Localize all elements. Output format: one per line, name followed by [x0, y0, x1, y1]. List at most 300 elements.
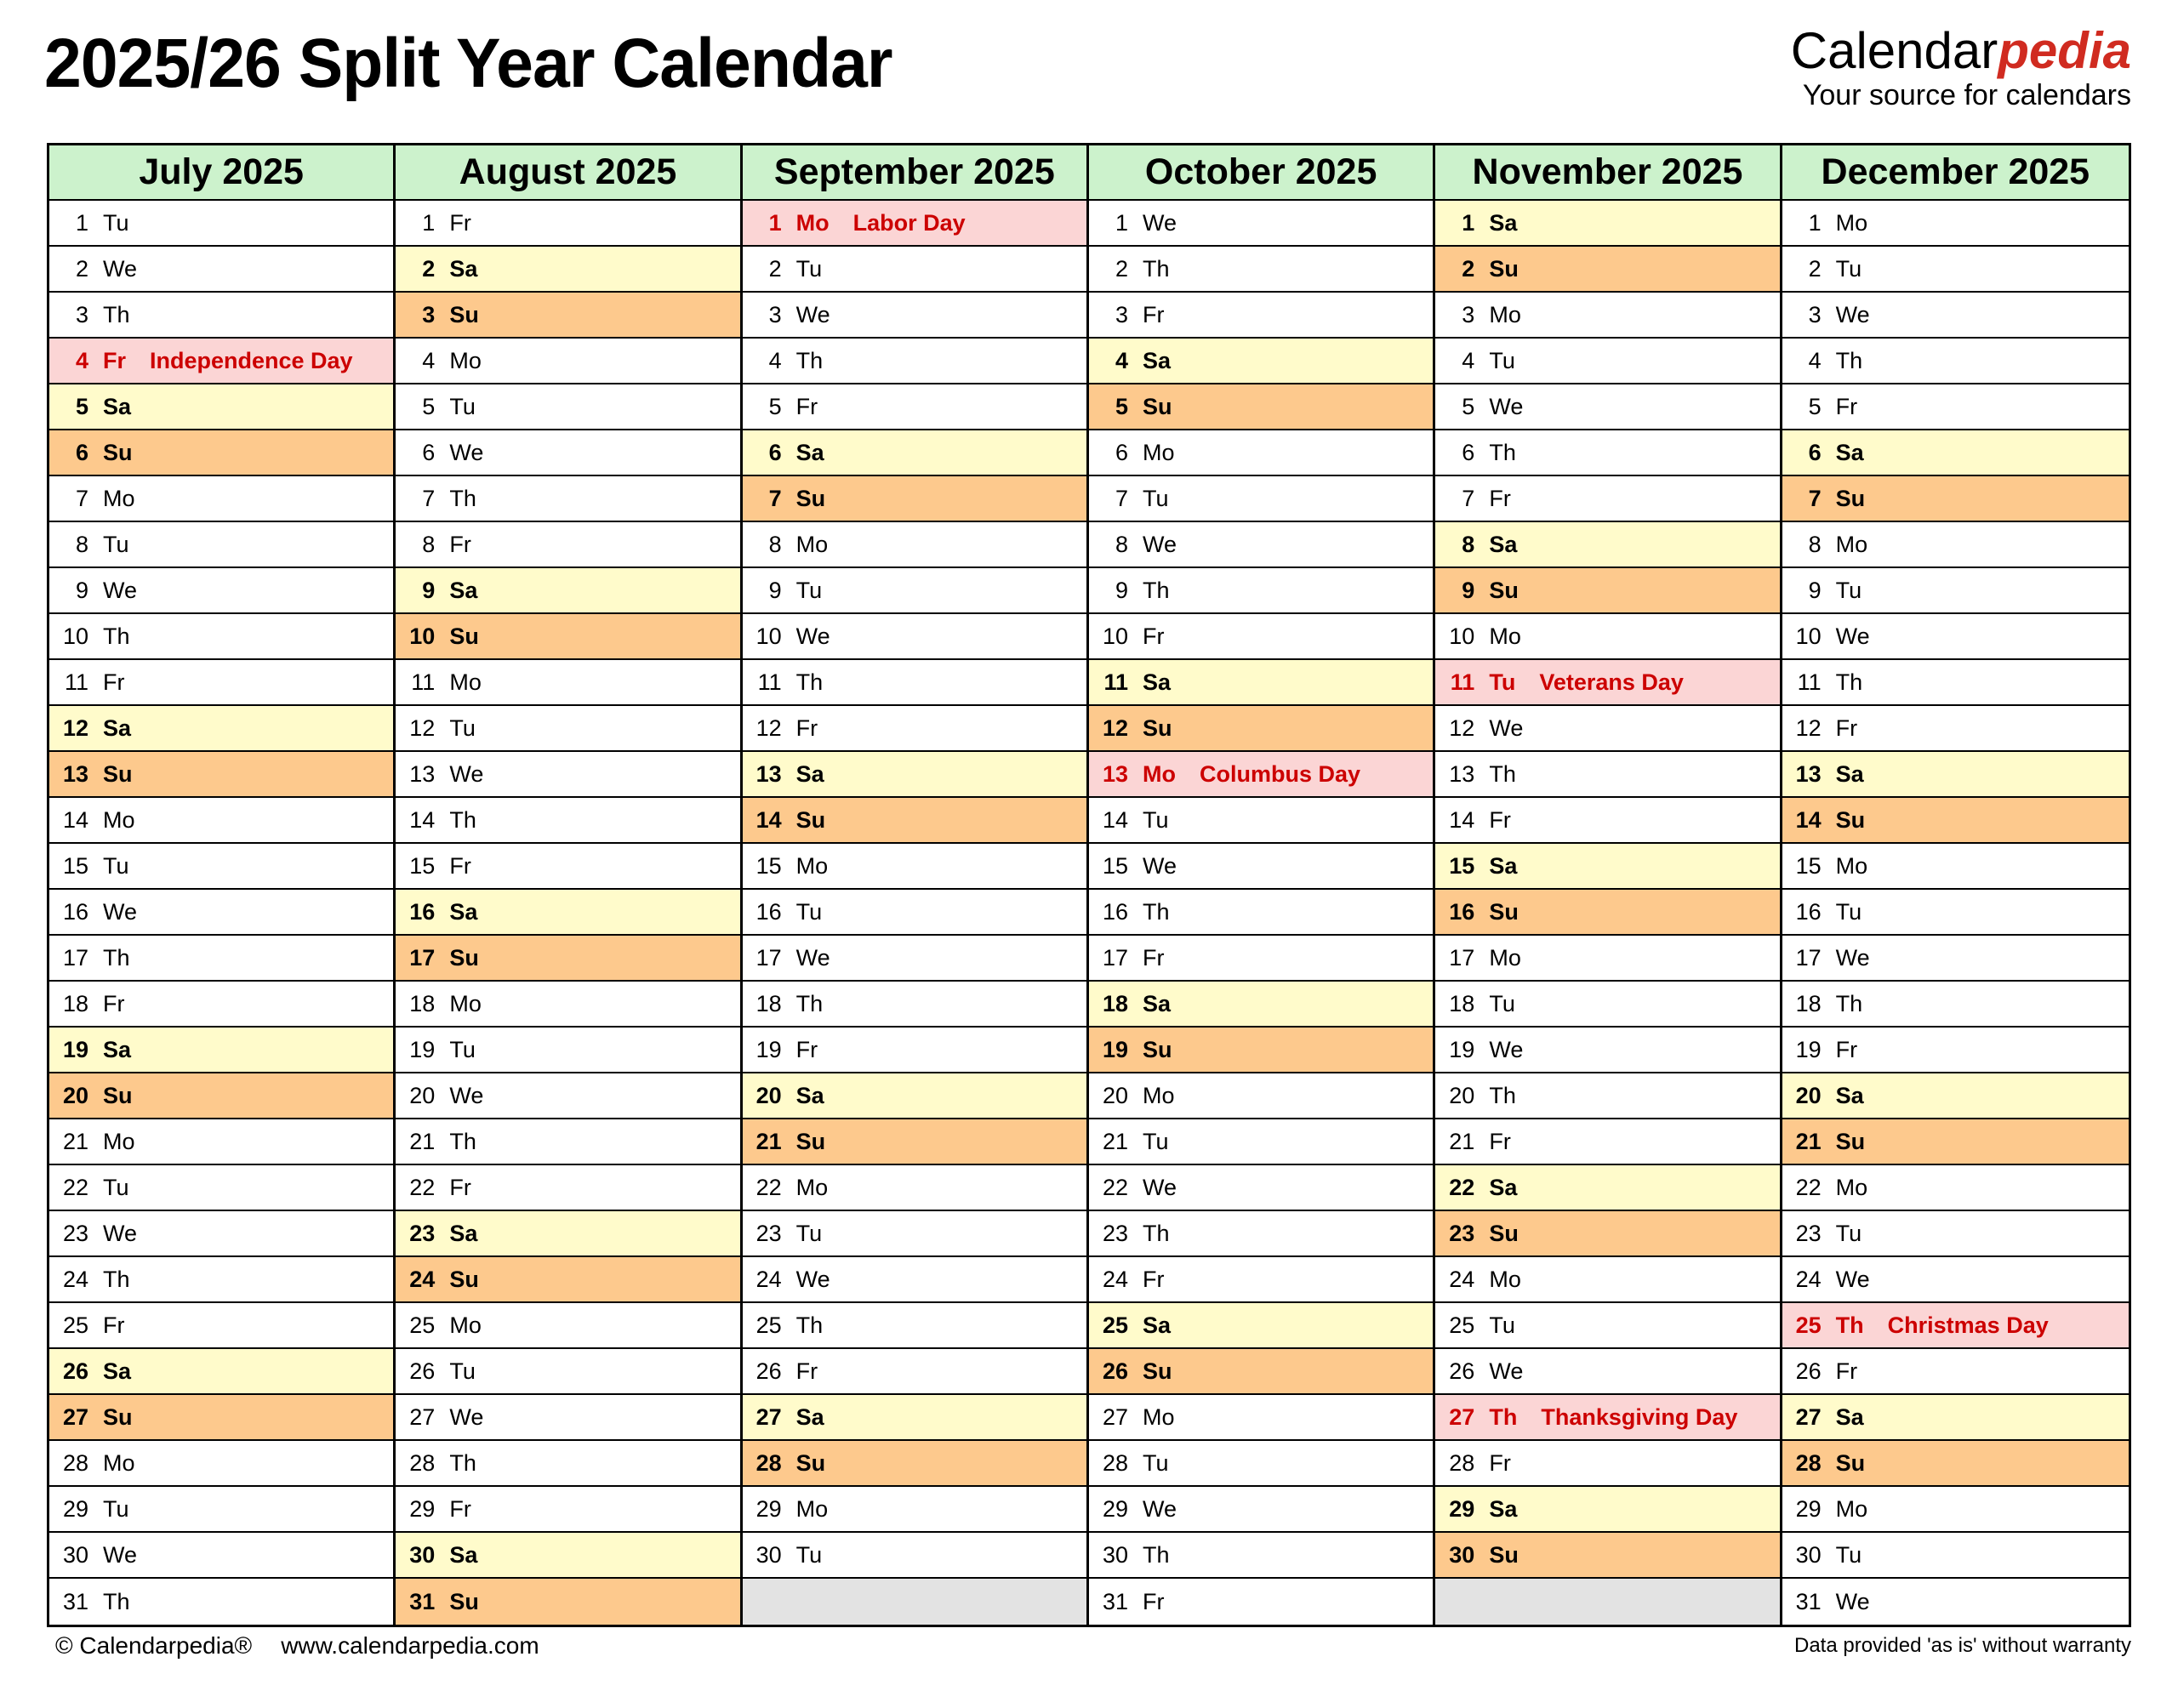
day-cell [743, 936, 1089, 982]
day-cell [1089, 339, 1435, 384]
day-cell [743, 1211, 1089, 1257]
day-weekday: Su [1143, 1358, 1172, 1384]
brand-red: pedia [1998, 22, 2131, 79]
day-number: 27 [1449, 1403, 1475, 1430]
day-number: 12 [1449, 715, 1475, 741]
day-number: 14 [62, 806, 88, 833]
day-number: 15 [1449, 852, 1475, 879]
day-weekday: Fr [1143, 944, 1165, 971]
day-cell [396, 293, 742, 339]
day-number: 7 [1462, 485, 1475, 511]
day-weekday: Fr [1835, 1036, 1858, 1062]
day-number: 26 [755, 1358, 782, 1384]
day-weekday: Sa [1835, 1082, 1864, 1108]
day-number: 7 [1115, 485, 1128, 511]
day-cell [1782, 1533, 2129, 1579]
day-cell [1782, 844, 2129, 890]
day-weekday: Tu [1143, 1128, 1169, 1154]
day-cell [396, 476, 742, 522]
day-number: 21 [1449, 1128, 1475, 1154]
day-cell [396, 201, 742, 247]
day-weekday: We [795, 944, 830, 971]
day-cell [1089, 660, 1435, 706]
day-weekday: Mo [1835, 1495, 1868, 1522]
day-weekday: We [103, 1220, 138, 1246]
day-weekday: Tu [795, 1220, 823, 1246]
day-number: 6 [1462, 439, 1475, 465]
day-cell [1435, 798, 1782, 844]
day-cell [49, 247, 396, 293]
day-number: 10 [62, 623, 88, 649]
day-weekday: Sa [449, 898, 478, 925]
day-cell [1782, 1395, 2129, 1441]
day-weekday: Fr [795, 1036, 818, 1062]
day-cell [743, 982, 1089, 1028]
day-number: 25 [755, 1312, 782, 1338]
day-weekday: Mo [1835, 209, 1868, 236]
holiday-label: Labor Day [852, 209, 966, 236]
day-number: 31 [409, 1588, 436, 1614]
day-cell [1782, 1441, 2129, 1487]
day-weekday: Su [103, 1403, 133, 1430]
day-number: 27 [1102, 1403, 1128, 1430]
day-number: 17 [62, 944, 88, 971]
day-cell [1782, 201, 2129, 247]
day-weekday: Tu [449, 1358, 476, 1384]
day-number: 22 [62, 1174, 88, 1200]
day-number: 14 [1795, 806, 1822, 833]
month-header: December 2025 [1782, 145, 2129, 201]
day-weekday: Th [103, 1588, 130, 1614]
day-cell [1782, 293, 2129, 339]
day-weekday: Su [103, 760, 133, 787]
day-weekday: We [1489, 1036, 1524, 1062]
day-weekday: Mo [1489, 301, 1521, 327]
day-number: 7 [75, 485, 88, 511]
day-number: 3 [75, 301, 88, 327]
day-weekday: Th [449, 485, 476, 511]
day-weekday: Tu [449, 1036, 476, 1062]
day-weekday: We [1143, 209, 1177, 236]
day-weekday: Mo [1143, 439, 1175, 465]
footer-disclaimer: Data provided 'as is' without warranty [1793, 1634, 2131, 1657]
day-cell [1089, 1028, 1435, 1073]
day-cell [743, 1349, 1089, 1395]
day-weekday: Th [795, 1312, 824, 1338]
day-number: 8 [1808, 531, 1822, 557]
day-weekday: Mo [1489, 1266, 1521, 1292]
day-weekday: Su [1489, 898, 1519, 925]
day-cell [1089, 752, 1435, 798]
day-number: 12 [62, 715, 88, 741]
day-weekday: Fr [1143, 301, 1165, 327]
day-weekday: Fr [795, 715, 818, 741]
day-weekday: Th [795, 669, 824, 695]
day-weekday: Th [795, 347, 824, 373]
day-weekday: Sa [1835, 439, 1864, 465]
day-number: 10 [1102, 623, 1128, 649]
day-cell [1089, 1441, 1435, 1487]
day-number: 26 [62, 1358, 88, 1384]
day-cell [49, 339, 396, 384]
day-weekday: Mo [795, 1495, 829, 1522]
day-cell [396, 660, 742, 706]
day-cell [743, 798, 1089, 844]
day-weekday: Fr [1143, 1266, 1165, 1292]
day-number: 24 [1449, 1266, 1475, 1292]
day-cell [1089, 476, 1435, 522]
day-number: 12 [1795, 715, 1822, 741]
day-number: 5 [1462, 393, 1475, 419]
day-cell [1782, 1211, 2129, 1257]
day-cell [1435, 1073, 1782, 1119]
day-number: 28 [62, 1449, 88, 1476]
day-number: 19 [1795, 1036, 1822, 1062]
day-weekday: We [795, 623, 830, 649]
day-weekday: Mo [1835, 531, 1868, 557]
day-cell [1782, 706, 2129, 752]
day-cell [1089, 1349, 1435, 1395]
day-weekday: Fr [1143, 1588, 1165, 1614]
day-cell [1089, 706, 1435, 752]
day-cell [1089, 890, 1435, 936]
day-number: 3 [1115, 301, 1128, 327]
day-number: 27 [409, 1403, 436, 1430]
day-cell [743, 1073, 1089, 1119]
day-cell [1089, 1487, 1435, 1533]
day-cell [1782, 1119, 2129, 1165]
day-cell [1435, 1395, 1782, 1441]
day-number: 3 [422, 301, 436, 327]
day-weekday: Tu [103, 531, 129, 557]
day-number: 11 [411, 669, 436, 695]
day-cell [1089, 522, 1435, 568]
day-cell [1782, 890, 2129, 936]
day-weekday: Tu [1835, 1220, 1862, 1246]
day-number: 13 [62, 760, 88, 787]
day-number: 24 [62, 1266, 88, 1292]
day-number: 9 [75, 577, 88, 603]
day-number: 30 [62, 1541, 88, 1568]
day-cell [396, 1257, 742, 1303]
day-number: 9 [1115, 577, 1128, 603]
day-weekday: We [1835, 1266, 1870, 1292]
day-number: 23 [1795, 1220, 1822, 1246]
day-number: 29 [1102, 1495, 1128, 1522]
day-cell [743, 1487, 1089, 1533]
day-cell [1435, 1303, 1782, 1349]
day-number: 12 [755, 715, 782, 741]
day-weekday: We [1835, 301, 1870, 327]
day-number: 6 [768, 439, 782, 465]
day-number: 1 [422, 209, 436, 236]
day-weekday: Sa [103, 1036, 132, 1062]
day-weekday: Tu [1835, 577, 1862, 603]
day-number: 22 [409, 1174, 436, 1200]
day-cell [396, 614, 742, 660]
day-cell [1782, 1028, 2129, 1073]
day-number: 19 [62, 1036, 88, 1062]
day-weekday: We [1143, 1174, 1177, 1200]
day-weekday: Th [1489, 1403, 1518, 1430]
day-number: 24 [1102, 1266, 1128, 1292]
day-weekday: Mo [449, 990, 482, 1016]
day-cell [49, 522, 396, 568]
day-cell [396, 384, 742, 430]
day-weekday: Su [449, 1266, 479, 1292]
day-number: 30 [1449, 1541, 1475, 1568]
day-number: 5 [768, 393, 782, 419]
day-cell [49, 982, 396, 1028]
day-number: 18 [409, 990, 436, 1016]
day-cell [396, 1073, 742, 1119]
day-cell [743, 752, 1089, 798]
day-cell [1782, 1257, 2129, 1303]
day-weekday: Su [1489, 577, 1519, 603]
month-header: November 2025 [1435, 145, 1782, 201]
day-weekday: Sa [1143, 990, 1172, 1016]
day-cell [49, 1441, 396, 1487]
day-weekday: Tu [449, 715, 476, 741]
day-number: 7 [422, 485, 436, 511]
day-weekday: Su [1143, 393, 1172, 419]
day-cell [1782, 1349, 2129, 1395]
day-cell [1089, 1211, 1435, 1257]
day-weekday: Mo [1143, 1082, 1175, 1108]
day-cell [396, 798, 742, 844]
day-weekday: Th [449, 806, 476, 833]
day-cell [49, 706, 396, 752]
day-weekday: Mo [795, 852, 829, 879]
day-cell [1435, 936, 1782, 982]
day-cell [1089, 1303, 1435, 1349]
day-weekday: Tu [1835, 255, 1862, 282]
day-cell [1435, 1349, 1782, 1395]
day-cell [49, 293, 396, 339]
day-weekday: Sa [1143, 669, 1172, 695]
day-weekday: Sa [103, 393, 132, 419]
day-weekday: Su [1489, 1541, 1519, 1568]
day-weekday: Tu [1143, 1449, 1169, 1476]
day-weekday: Mo [795, 1174, 829, 1200]
day-cell [743, 568, 1089, 614]
day-cell [1782, 1165, 2129, 1211]
day-weekday: Tu [1489, 990, 1515, 1016]
day-cell [49, 752, 396, 798]
day-number: 3 [1808, 301, 1822, 327]
day-number: 22 [755, 1174, 782, 1200]
day-weekday: Fr [449, 1495, 471, 1522]
day-number: 9 [768, 577, 782, 603]
day-cell [49, 1395, 396, 1441]
day-weekday: Sa [103, 1358, 132, 1384]
day-cell [1435, 384, 1782, 430]
month-header: October 2025 [1089, 145, 1435, 201]
day-weekday: Su [1143, 1036, 1172, 1062]
day-cell [49, 798, 396, 844]
day-weekday: We [1835, 944, 1870, 971]
day-cell [396, 1579, 742, 1625]
holiday-label: Thanksgiving Day [1541, 1403, 1738, 1430]
day-cell [743, 339, 1089, 384]
day-cell [1435, 660, 1782, 706]
day-cell [1435, 982, 1782, 1028]
day-number: 14 [1102, 806, 1128, 833]
day-cell [743, 706, 1089, 752]
day-weekday: Tu [1143, 806, 1169, 833]
month-header: July 2025 [49, 145, 396, 201]
day-weekday: Th [1489, 760, 1516, 787]
day-number: 16 [62, 898, 88, 925]
day-weekday: We [1489, 1358, 1524, 1384]
day-cell [49, 1533, 396, 1579]
day-number: 17 [409, 944, 436, 971]
day-weekday: Mo [103, 1128, 135, 1154]
day-number: 20 [755, 1082, 782, 1108]
day-weekday: Th [1143, 898, 1170, 925]
day-weekday: Sa [1489, 1495, 1518, 1522]
day-number: 23 [1102, 1220, 1128, 1246]
day-number: 18 [755, 990, 782, 1016]
day-number: 4 [1462, 347, 1475, 373]
day-cell [49, 1073, 396, 1119]
day-weekday: We [1143, 1495, 1177, 1522]
day-number: 1 [1808, 209, 1822, 236]
day-cell [396, 1028, 742, 1073]
day-cell [743, 1165, 1089, 1211]
day-cell [396, 568, 742, 614]
day-weekday: Fr [1835, 393, 1858, 419]
day-weekday: We [1143, 531, 1177, 557]
day-number: 27 [62, 1403, 88, 1430]
day-weekday: Mo [795, 531, 829, 557]
day-weekday: Su [1835, 485, 1866, 511]
day-weekday: Sa [103, 715, 132, 741]
day-cell [743, 201, 1089, 247]
day-cell [396, 522, 742, 568]
day-cell [1782, 614, 2129, 660]
calendar-table [47, 143, 2131, 1627]
footer-url[interactable]: www.calendarpedia.com [281, 1632, 539, 1659]
day-cell [396, 1303, 742, 1349]
day-weekday: Su [795, 806, 826, 833]
day-cell [743, 890, 1089, 936]
day-cell [49, 936, 396, 982]
day-number: 24 [1795, 1266, 1822, 1292]
day-number: 14 [1449, 806, 1475, 833]
day-weekday: Su [795, 1128, 826, 1154]
day-cell [743, 844, 1089, 890]
day-weekday: Fr [103, 1312, 125, 1338]
day-cell [1782, 568, 2129, 614]
day-weekday: Tu [103, 1174, 129, 1200]
day-cell [743, 247, 1089, 293]
day-number: 29 [1449, 1495, 1475, 1522]
day-cell [743, 1395, 1089, 1441]
day-number: 20 [62, 1082, 88, 1108]
day-number: 22 [1449, 1174, 1475, 1200]
day-cell [1435, 293, 1782, 339]
day-weekday: Th [103, 623, 130, 649]
day-cell [49, 1303, 396, 1349]
day-weekday: Tu [795, 898, 823, 925]
day-weekday: Sa [795, 1403, 824, 1430]
day-number: 23 [62, 1220, 88, 1246]
day-weekday: We [1489, 393, 1524, 419]
day-number: 4 [1808, 347, 1822, 373]
day-number: 13 [409, 760, 436, 787]
day-cell [396, 247, 742, 293]
day-cell [1089, 844, 1435, 890]
page-title: 2025/26 Split Year Calendar [44, 25, 892, 102]
day-number: 15 [755, 852, 782, 879]
day-number: 28 [1795, 1449, 1822, 1476]
day-weekday: Mo [1835, 852, 1868, 879]
day-number: 17 [755, 944, 782, 971]
day-cell [1089, 384, 1435, 430]
day-cell [1089, 1073, 1435, 1119]
day-weekday: Su [795, 1449, 826, 1476]
day-cell [1089, 1119, 1435, 1165]
day-number: 21 [755, 1128, 782, 1154]
day-number: 1 [768, 209, 782, 236]
day-number: 25 [1102, 1312, 1128, 1338]
day-cell [1435, 522, 1782, 568]
day-number: 8 [75, 531, 88, 557]
day-number: 13 [1102, 760, 1128, 787]
day-weekday: We [103, 1541, 138, 1568]
day-cell [1435, 1441, 1782, 1487]
day-number: 15 [62, 852, 88, 879]
day-cell [1782, 1303, 2129, 1349]
day-cell [1782, 1487, 2129, 1533]
day-cell [396, 430, 742, 476]
day-number: 8 [768, 531, 782, 557]
day-cell [1435, 706, 1782, 752]
day-cell [396, 1211, 742, 1257]
day-cell [49, 1349, 396, 1395]
day-cell [1089, 430, 1435, 476]
day-cell [396, 1119, 742, 1165]
day-weekday: Fr [1489, 1449, 1511, 1476]
day-cell [743, 1533, 1089, 1579]
day-cell [1089, 1257, 1435, 1303]
day-cell [1089, 293, 1435, 339]
day-cell [1435, 339, 1782, 384]
month-header: September 2025 [743, 145, 1089, 201]
footer-left [55, 1633, 539, 1660]
day-weekday: Mo [1489, 944, 1521, 971]
day-number: 20 [409, 1082, 436, 1108]
day-weekday: Sa [449, 1541, 478, 1568]
day-cell [49, 844, 396, 890]
day-number: 11 [757, 669, 782, 695]
day-number: 26 [1449, 1358, 1475, 1384]
day-cell [1435, 614, 1782, 660]
day-number: 30 [1795, 1541, 1822, 1568]
day-cell [1089, 614, 1435, 660]
day-cell [743, 430, 1089, 476]
day-number: 25 [1449, 1312, 1475, 1338]
day-number: 16 [1449, 898, 1475, 925]
brand-black: Calendar [1790, 22, 1998, 79]
day-weekday: Th [795, 990, 824, 1016]
day-cell [743, 1028, 1089, 1073]
day-number: 9 [422, 577, 436, 603]
day-number: 19 [409, 1036, 436, 1062]
day-number: 7 [768, 485, 782, 511]
day-weekday: Th [103, 944, 130, 971]
